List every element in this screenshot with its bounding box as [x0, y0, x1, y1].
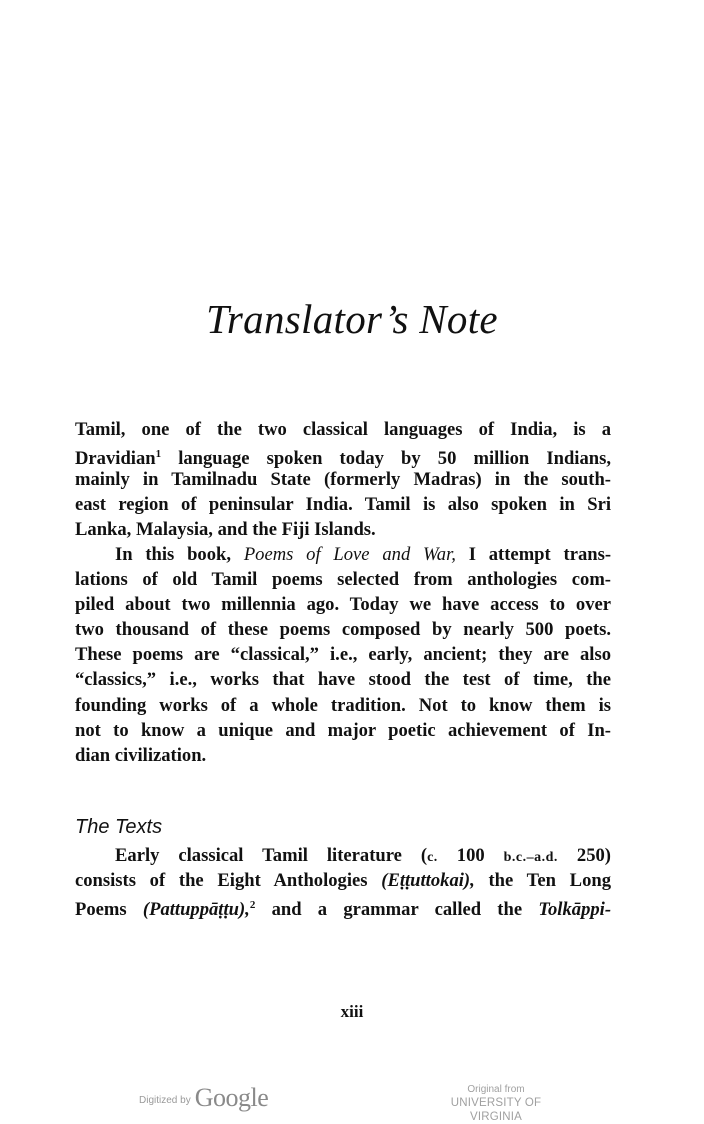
page-number: xiii	[340, 1002, 364, 1021]
small-caps-text: b.c.–a.d.	[503, 850, 558, 865]
chapter-title: Translator’s Note	[206, 296, 498, 342]
text-line: “classics,” i.e., works that have stood the test of time, the	[75, 669, 611, 691]
text-line: founding works of a whole tradition. Not to know them is	[75, 694, 611, 716]
book-title: Poems of Love and War,	[243, 544, 456, 565]
text-fragment: consists of the Eight Anthologies	[75, 870, 368, 892]
intro-paragraph	[75, 417, 611, 542]
italic-text: Tolkāppi-	[538, 899, 612, 921]
original-source: UNIVERSITY OF VIRGINIA	[450, 1097, 542, 1123]
small-caps-text: c.	[427, 850, 438, 865]
text-line	[75, 868, 611, 893]
text-fragment: the Ten Long	[488, 870, 612, 892]
text-fragment: 250)	[557, 845, 611, 866]
text-line: two thousand of these poems composed by nearly 500 poets.	[75, 619, 611, 641]
footnote-marker: 1	[155, 448, 162, 461]
text-fragment: Dravidian	[75, 448, 156, 470]
text-line: not to know a unique and major poetic achievement of In-	[75, 719, 611, 741]
text-line: mainly in Tamilnadu State (formerly Madras) in the south-	[75, 469, 611, 491]
original-from-watermark	[426, 1084, 566, 1124]
google-logo: Google	[194, 1083, 269, 1112]
text-fragment: language spoken today by 50 million Indians,	[178, 448, 611, 470]
text-fragment: I attempt trans-	[468, 544, 612, 565]
text-line	[75, 893, 612, 921]
text-fragment: Early classical Tamil literature (	[115, 845, 428, 866]
text-fragment: and a grammar called the	[271, 899, 523, 921]
italic-text: (Pattuppāṭṭu),	[142, 899, 250, 921]
text-line: Tamil, one of the two classical languages of India, is a	[75, 419, 611, 440]
text-fragment: In this book,	[115, 544, 232, 565]
section-heading: The Texts	[75, 816, 163, 838]
original-label: Original from	[467, 1084, 525, 1095]
book-paragraph	[75, 542, 611, 768]
text-line: lations of old Tamil poems selected from anthologies com-	[75, 569, 611, 591]
digitized-label: Digitized by	[139, 1095, 191, 1106]
text-line: dian civilization.	[75, 744, 207, 766]
text-line: Lanka, Malaysia, and the Fiji Islands.	[75, 519, 376, 541]
text-fragment: 100	[437, 845, 504, 866]
text-fragment: Poems	[75, 899, 127, 921]
italic-text: (Eṭṭuttokai),	[381, 870, 475, 892]
text-line: east region of peninsular India. Tamil is also spoken in Sri	[75, 494, 611, 516]
section-paragraph	[75, 843, 612, 921]
text-line: piled about two millennia ago. Today we have access to over	[75, 594, 611, 616]
digitized-by-watermark	[139, 1083, 268, 1113]
text-line: These poems are “classical,” i.e., early, ancient; they are also	[75, 644, 611, 666]
footnote-marker: 2	[249, 899, 256, 912]
text-line	[75, 442, 611, 470]
text-line	[75, 542, 611, 567]
text-line	[75, 843, 611, 868]
